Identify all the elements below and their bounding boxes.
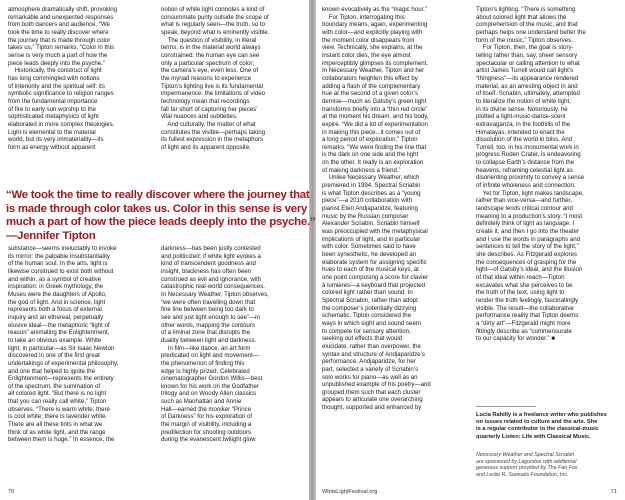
right-column-1-line: been synesthetic, he developed an [322, 251, 417, 258]
left-column-1-top-line: took the time to really discover where [8, 28, 109, 36]
author-bio-line: is a regular contributor to the classical-music [476, 426, 599, 433]
left-column-1-bottom [8, 245, 148, 444]
left-column-1-bottom-line: Muses were the daughters of Apollo, [8, 290, 107, 298]
sponsor-credit-line: generous support provided by The Fan Fox [476, 465, 578, 472]
left-column-1-bottom-line: is cool white; there is lavender white. [8, 413, 108, 421]
left-column-2-top-line: And culturally, the matter of what [161, 120, 256, 128]
right-column-2-line: Turrell, too, in his monumental work in [476, 143, 579, 151]
pull-quote [6, 189, 436, 243]
right-column-1-line: premiered in 1994, Spectral Scriabin [322, 182, 421, 190]
left-column-2-bottom-line: duality between light and darkness. [161, 336, 257, 344]
sponsor-credit-line: Necessary Weather and Spectral Scriabin [476, 452, 575, 458]
left-column-2-top-line: only a particular spectrum of color; [161, 59, 255, 67]
left-column-2-bottom-line: such as Manhattan and Annie [161, 398, 242, 406]
left-column-1-bottom-line: reason” animating the Enlightenment, [8, 329, 110, 337]
right-column-2-line: definitely think of light as language. I [476, 220, 575, 228]
right-column-2-line: a “dirty art”—Fitzgerald might more [476, 319, 571, 327]
left-column-1-top-line: takes us,” Tipton remarks. “Color in this [8, 44, 114, 52]
right-column-1-line: colored light rather than sound. In [322, 289, 413, 297]
left-column-2-bottom-line: the phenomenon of finding this [161, 359, 245, 367]
left-column-1-bottom-line: observes. “There is warm white; there [8, 405, 110, 413]
left-column-2-bottom-line: the margin of visibility, including a [161, 421, 252, 429]
right-column-1-line: on the other. It really is an exploration [322, 159, 424, 167]
right-column-1-line: schematic, Tipton considered the [322, 312, 412, 320]
right-column-1-line: part, selected a variety of Scriabin’s [322, 365, 419, 373]
left-column-1-bottom-line: discovered in one of the first great [8, 352, 100, 360]
left-column-2-bottom-line: fine line between being too dark to [161, 306, 254, 314]
right-column-1-line: a long period of exploration,” Tipton [322, 136, 418, 144]
right-column-1-line: thought, supported and enhanced by [322, 404, 422, 412]
left-column-2-top-line: Tipton’s lighting live is its fundamental [161, 82, 263, 90]
right-column-2-line: to collapse Earth’s distance from the [476, 159, 575, 167]
left-column-1-bottom-line: inspiration: in Greek mythology, the [8, 283, 104, 291]
right-column-1-line: In Necessary Weather, Tipton and her [322, 67, 425, 75]
right-column-1-line: hue at the second of a given color’s [322, 90, 418, 98]
right-column-1-line: implications of light, and in particular [322, 235, 421, 243]
right-column-1-line: unpublished example of his poetry—and [322, 381, 431, 389]
right-column-1-line: elucidate, rather than overpower, the [322, 342, 421, 350]
right-column-2-line: Tipton’s lighting. “There is something [476, 6, 576, 13]
left-column-2-bottom [161, 245, 301, 444]
right-column-1-line: of making darkness a friend.” [322, 166, 401, 174]
right-column-1-line: at the moment his dream, and his body, [322, 113, 429, 121]
right-column-1-line: remarks. “We were finding the line that [322, 143, 427, 151]
right-column-1-line: expire. “We did a lot of experimentation [322, 120, 428, 128]
pull-quote-line-2: is made through color takes us. Color in this sense is very [6, 202, 308, 215]
left-column-1-bottom-line: undertakings of experimental philosophy, [8, 359, 119, 367]
right-column-1-line: ways in which sight and sound seem [322, 319, 421, 327]
left-column-2-bottom-line: and politicized: if white light evokes a [161, 252, 261, 260]
right-column-2-line: excavates what she perceives to be [476, 281, 573, 289]
left-column-1-top-line: from both dancers and audience. “We [8, 21, 110, 29]
right-column-1-line: with color—and explicitly playing with [322, 28, 423, 36]
right-column-1-line: instant color dies, the eye almost [322, 51, 411, 59]
right-column-2-line: about colored light that allows the [476, 13, 567, 21]
right-column-2-line: extravaganza, in the foothills of the [476, 120, 571, 128]
left-column-2-bottom-line: predilection for shooting outdoors [161, 428, 252, 436]
left-column-1-top-line: the journey that is made through color [8, 36, 111, 44]
right-column-2-line: and I use the words in paragraphs and [476, 235, 581, 243]
right-column-2-line: disorienting proximity to convey a sense [476, 174, 585, 182]
left-column-1-bottom-line: likewise construed to exist both without [8, 267, 114, 275]
left-column-1-top-line: Historically, the construct of light [8, 67, 102, 75]
right-column-1-line: with color. Sometimes said to have [322, 243, 416, 251]
left-column-2-bottom-line: catastrophic real-world consequences. [161, 283, 265, 291]
right-column-1-line: For Tipton, interrogating this [322, 13, 405, 21]
right-column-1-line: one point composing a score for clavier [322, 273, 429, 281]
right-column-1-line: Unlike Necessary Weather, which [322, 174, 420, 182]
right-column-1-line: view. Technically, she explains, at the [322, 44, 423, 52]
right-column-2-line: Himalayas, intended to enact the [476, 128, 565, 136]
sponsor-credit-line: and Leslie R. Samuels Foundation, Inc. [476, 471, 569, 478]
left-column-1-top-line: has long commingled with notions [8, 74, 100, 82]
left-column-2-bottom-line: known for his work on the Godfather [161, 382, 259, 390]
right-column-1-line: Alexander Scriabin. Scriabin himself [322, 220, 420, 228]
sponsor-credit-line: are sponsored by Lagunitas with additional [476, 458, 577, 465]
right-column-2-line: artist James Turrell would call light’s [476, 67, 574, 75]
author-bio [476, 412, 621, 441]
right-column-1-line: pianist Eteri Andjaparidze, featuring [322, 205, 418, 213]
right-column-1-line: is what Tipton describes as a “young [322, 189, 421, 197]
left-column-2-bottom-line: cinematographer Gordon Willis—best [161, 375, 263, 383]
left-column-1-bottom-line: of the spectrum, the summation of [8, 382, 101, 390]
left-column-2-top-line: technology mean that recordings [161, 97, 250, 105]
right-column-2-line: fittingly describe as “commensurate [476, 327, 572, 335]
left-column-1-top-line: atmosphere dramatically shift, provoking [8, 6, 118, 13]
right-column-2-line: telling rather than, say, sheer sensory [476, 51, 578, 59]
left-column-2-top-line: The question of visibility, in literal [161, 36, 257, 44]
left-column-1-bottom-line: the god of light. And in science, light [8, 298, 106, 306]
right-column-1-line: à lumières—a keyboard that projected [322, 281, 425, 289]
left-column-1-bottom-line: Enlightenment—represents the entirety [8, 375, 114, 383]
right-column-2-line: For Tipton, then, the goal is story- [476, 44, 574, 52]
left-column-2-top-line: the camera’s eye, even less. One of [161, 67, 259, 75]
right-column-2-line: render the truth feelingly, fascinatingly [476, 296, 579, 304]
right-column-1-line: demise—much as Gatsby’s green light [322, 97, 427, 105]
left-column-1-top-line: Light is elemental to the material [8, 128, 96, 136]
left-column-2-top-line: terms, is in the material world always [161, 44, 261, 52]
right-column-1-line: piece”—a 2010 collaboration with [322, 197, 413, 205]
right-column-2-line: progress Roden Crater, is endeavoring [476, 151, 581, 159]
right-column-1-line: the composer’s potentially dizzying [322, 304, 417, 312]
sponsor-credit [476, 452, 621, 478]
right-column-2-line: performance reality that Tipton deems [476, 312, 579, 320]
left-column-2-top-line: impermanence: the limitations of video [161, 90, 265, 98]
left-column-1-bottom-line: its mirror: the palpable insubstantiality [8, 252, 110, 260]
right-column-2-line: landscape lends critical contour and [476, 205, 573, 213]
right-column-1-line: performance. Andjaparidze, for her [322, 358, 416, 366]
right-column-2-line: material, as an arresting object in and [476, 82, 578, 90]
left-column-1-top-line: remarkable and unexpected responses [8, 13, 114, 21]
left-column-2-top-line: the myriad reasons to experience [161, 74, 252, 82]
left-column-2-bottom-line: Hall—earned the moniker “Prince [161, 405, 252, 413]
left-column-1-bottom-line: to take an obvious example. White [8, 336, 102, 344]
left-column-2-bottom-line: In Necessary Weather, Tipton observes, [161, 290, 269, 298]
left-column-2-bottom-line: other words, mapping the contours [161, 321, 255, 329]
page-number-right: 71 [610, 489, 617, 495]
right-column-1-line: was preoccupied with the metaphysical [322, 228, 428, 236]
left-page [0, 0, 309, 500]
left-column-1-bottom-line: elusive ideal—the metaphoric “light of [8, 321, 110, 329]
left-column-2-bottom-line: kind of transcendent goodness and [161, 260, 256, 268]
left-column-2-bottom-line: trilogy and on Woody Allen classics [161, 390, 257, 398]
left-column-1-top-line: elaborated in more complex theologies. [8, 120, 115, 128]
right-column-2-line: of itself. Scriabin, ultimately, attempted [476, 90, 580, 98]
right-column-2-line: “thingness”—its appearance rendered [476, 74, 579, 82]
left-column-1-bottom-line: and within, as a symbol of creative [8, 275, 102, 283]
left-column-2-bottom-line: see and just light enough to see”—in [161, 313, 260, 321]
right-column-2-line: form of the music,” Tipton observes. [476, 36, 573, 44]
right-column-1-line: to compete for sensory attention, [322, 327, 411, 335]
left-column-2-bottom-line: edge is highly prized. Celebrated [161, 367, 250, 375]
right-column-1-line: music by the Russian composer [322, 212, 409, 220]
right-column-1-line: Spectral Scriabin, rather than adopt [322, 296, 418, 304]
left-column-1-bottom-line: inquiry and an ethereal, perpetually [8, 313, 104, 321]
left-column-2-top [161, 6, 301, 151]
right-column-2-line: create it, and then I go into the theater [476, 228, 579, 236]
author-bio-line: quarterly Listen: Life with Classical Music. [476, 433, 591, 440]
right-column-2-line: sentences to tell the story of the light,” [476, 243, 579, 251]
right-column-2-line: to literalize the notion of white light, [476, 97, 571, 105]
left-column-2-bottom-line: darkness—has been justly contested [161, 245, 261, 252]
right-column-2-line: comprehension of the music, and that [476, 21, 578, 29]
pull-quote-line-1: “We took the time to really discover where the journey that [6, 189, 310, 201]
bio-divider [476, 406, 536, 407]
left-column-2-top-line: speak, beyond what is eminently visible. [161, 28, 270, 36]
right-column-2-line: dissolution of the world in bliss. And [476, 136, 573, 144]
right-column-2-line: plotted a light-music-dance-scent [476, 113, 566, 121]
left-column-1-bottom-line: between them is huge.” In essence, the [8, 436, 115, 444]
left-column-2-bottom-line: predicated on light and movement— [161, 352, 259, 360]
left-column-2-top-line: constrained: the human eye can see [161, 51, 260, 59]
pull-quote-attribution: —Jennifer Tipton [6, 229, 96, 242]
left-column-2-bottom-line: “we were often travelling down that [161, 298, 256, 306]
left-column-1-bottom-line: and one that helped to ignite the [8, 367, 96, 375]
left-column-2-bottom-line: insight, blackness has often been [161, 267, 252, 275]
right-column-2-line: of infinite wholeness and connection. [476, 182, 576, 190]
left-column-1-top-line: of fire to early sun worship to the [8, 105, 97, 113]
left-column-1-top-line: from the fundamental importance [8, 97, 98, 105]
right-column-1-line: hues to each of the musical keys, at [322, 266, 419, 274]
right-column-2-line: in its divine sense. Notoriously, he [476, 105, 568, 113]
left-column-1-top-line: piece leads deeply into the psyche.” [8, 59, 105, 67]
right-column-2-line: rather than vice-versa—and further, [476, 197, 572, 205]
left-column-1-bottom-line: of the human soul. In the arts, light is [8, 260, 108, 268]
pull-quote-line-3: much a part of how the piece leads deeply into the psyche.” [6, 216, 316, 229]
right-column-1-line: adding a flash of the complementary [322, 82, 421, 90]
left-column-1-bottom-line: represents both a focus of external [8, 306, 102, 314]
right-page [316, 0, 625, 500]
left-column-2-top-line: what is regularly seen—the truth, so to [161, 21, 265, 29]
left-column-1-top [8, 6, 148, 151]
right-column-1-line: seeking out effects that would [322, 335, 403, 343]
left-column-1-top-line: world, but its very immateriality—its [8, 136, 104, 144]
left-column-2-top-line: of light and its apparent opposite, [161, 143, 251, 151]
right-column-2-line: meaning to a production’s story. “I most [476, 212, 583, 220]
left-column-2-bottom-line: during the evanescent twilight glow [161, 436, 256, 444]
left-column-2-bottom-line: construed as evil and ignorance, with [161, 275, 262, 283]
left-column-1-top-line: of interiority and the spiritual self: its [8, 82, 105, 90]
right-column-2-line: the consequences of grasping for the [476, 258, 577, 266]
right-column-2-line: perhaps helps one understand better the [476, 28, 586, 36]
right-column-2-line: she describes. As Fitzgerald explores [476, 251, 577, 258]
left-column-1-bottom-line: substance—seems ineluctably to invoke [8, 245, 117, 252]
left-column-1-bottom-line: that you can really call white,” Tipton [8, 398, 107, 406]
right-column-1-line: syntax and structure of Andjaparidze’s [322, 350, 425, 358]
right-column-1-line: collaborators heighten this effect by [322, 74, 418, 82]
right-column-1-line: grouped them such that each cluster [322, 388, 421, 396]
left-column-2-top-line: its fullest expression in the metaphors [161, 136, 263, 144]
right-column-1-line: boundary means, again, experimenting [322, 21, 428, 29]
author-bio-line: on issues related to culture and the arts. She [476, 419, 598, 426]
left-column-2-top-line: constitutes the visible—perhaps taking [161, 128, 265, 136]
left-column-2-bottom-line: of a liminal zone that disrupts the [161, 329, 251, 337]
left-column-1-top-line: form as energy without apparent [8, 143, 96, 151]
right-column-2-line: visible. The result—the collaborative [476, 304, 574, 312]
right-column-1-line: in making this piece...it comes out of [322, 128, 421, 136]
right-column-1-line: elaborate system for assigning specific [322, 258, 427, 266]
right-column-1-line: is the dark on one side and the light [322, 151, 419, 159]
right-column-2-line: to our capacity for wonder.” ■ [476, 335, 555, 343]
right-column-1-line: solo works for piano—as well as an [322, 373, 418, 381]
left-column-2-bottom-line: In film—like dance, an art form [161, 344, 251, 352]
right-column-1-line: the moment color disappears from [322, 36, 415, 44]
left-column-2-bottom-line: of Darkness” for his exploration of [161, 413, 253, 421]
right-column-1-line: imperceptibly glimpses its complement. [322, 59, 429, 67]
right-column-2-line: Yet for Tipton, light makes landscape, [476, 189, 584, 197]
right-column-2-line: spectacular or calling attention to what [476, 59, 580, 67]
right-column-2-line: light—of Gatsby’s ideal, and the illusion [476, 266, 583, 274]
right-column-1-line: transforms briefly into a “thin red circle” [322, 105, 428, 113]
left-column-1-top-line: sophisticated metaphysics of light [8, 113, 99, 121]
right-column-2-line: of that ideal within reach—Tipton [476, 273, 565, 281]
author-bio-line: Lucia Rahilly is a freelance writer who publishes [476, 412, 607, 418]
left-column-2-top-line: notion of white light connotes a kind of [161, 6, 265, 13]
right-column-1-line: known evocatively as the “magic hour.” [322, 6, 427, 13]
left-column-2-top-line: fall far short of capturing her pieces’ [161, 105, 258, 113]
left-column-2-top-line: vital nuances and subtleties. [161, 113, 238, 121]
left-column-1-bottom-line: think of as white light, and the range [8, 428, 106, 436]
right-column-2-line: the truth of the text, using light to [476, 289, 565, 297]
spine-gutter [309, 0, 316, 500]
footer-url: WhiteLightFestival.org [322, 489, 378, 495]
page-number-left: 70 [8, 489, 15, 495]
left-column-1-top-line: symbolic significance to religion ranges [8, 90, 114, 98]
left-column-1-top-line: sense is very much a part of how the [8, 51, 108, 59]
right-column-2-line: heavens, reframing celestial light as [476, 166, 573, 174]
right-column-1-line: appears to articulate one overarching [322, 396, 423, 404]
left-column-1-bottom-line: There are all these tints in what we [8, 421, 103, 429]
left-column-2-top-line: consummate purity outside the scope of [161, 13, 269, 21]
left-column-1-bottom-line: all colored light. “But there is no light [8, 390, 107, 398]
right-column-2 [476, 6, 621, 343]
left-column-1-bottom-line: light, in particular—as Sir Isaac Newton [8, 344, 115, 352]
